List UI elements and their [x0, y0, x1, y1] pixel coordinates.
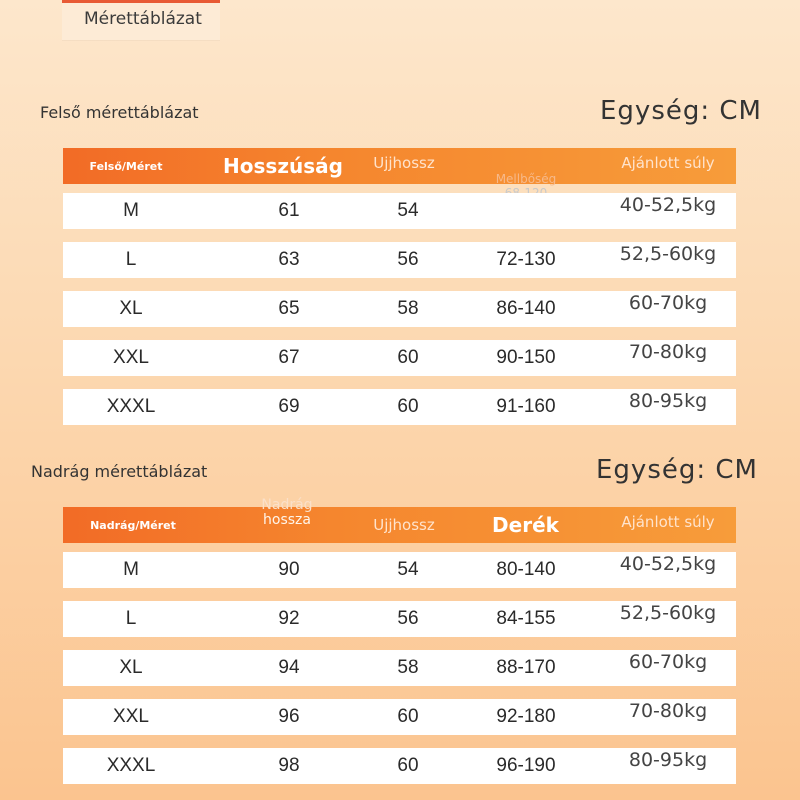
weight-cell: 60-70kg — [628, 292, 708, 314]
bottom-header-waist: Derék — [492, 513, 559, 537]
top-header-size: Felső/Méret — [89, 159, 163, 173]
sleeve-cell: 54 — [397, 200, 419, 221]
weight-cell: 40-52,5kg — [619, 194, 717, 216]
length-cell: 69 — [278, 396, 300, 417]
waist-cell: 84-155 — [496, 608, 556, 629]
sleeve-cell: 56 — [397, 608, 419, 629]
tab-accent-line — [62, 0, 220, 3]
length-cell: 63 — [278, 249, 300, 270]
size-cell: XL — [119, 657, 143, 678]
table-row — [63, 340, 736, 376]
tab-label: Mérettáblázat — [84, 9, 202, 29]
table-row — [63, 291, 736, 327]
table-row — [63, 601, 736, 637]
length-cell: 92 — [278, 608, 300, 629]
size-cell: XXL — [113, 706, 149, 727]
bottom-header-sleeve: Ujjhossz — [373, 516, 435, 534]
weight-cell: 80-95kg — [628, 749, 708, 771]
waist-cell: 92-180 — [496, 706, 556, 727]
bottom-header-length — [237, 497, 337, 528]
bottom-header-length-line1: Nadrág — [261, 497, 313, 513]
bottom-header-size: Nadrág/Méret — [90, 518, 176, 532]
top-unit-label: Egység: CM — [600, 96, 762, 126]
length-cell: 96 — [278, 706, 300, 727]
sleeve-cell: 58 — [397, 298, 419, 319]
table-row — [63, 552, 736, 588]
waist-cell: 88-170 — [496, 657, 556, 678]
sleeve-cell: 58 — [397, 657, 419, 678]
weight-cell: 52,5-60kg — [619, 602, 717, 624]
sleeve-cell: 60 — [397, 755, 419, 776]
table-row — [63, 193, 736, 229]
sleeve-cell: 60 — [397, 347, 419, 368]
weight-cell: 70-80kg — [628, 700, 708, 722]
chest-cell — [476, 193, 576, 229]
top-table-header — [63, 148, 736, 184]
top-section-title: Felső mérettáblázat — [40, 103, 199, 122]
waist-cell: 80-140 — [496, 559, 556, 580]
size-cell: L — [125, 608, 137, 629]
bottom-section-title: Nadrág mérettáblázat — [31, 462, 208, 481]
sleeve-cell: 60 — [397, 396, 419, 417]
weight-cell: 60-70kg — [628, 651, 708, 673]
length-cell: 94 — [278, 657, 300, 678]
top-header-length: Hosszúság — [223, 154, 343, 178]
table-row — [63, 699, 736, 735]
size-chart-tab[interactable] — [62, 0, 220, 40]
chest-cell: 86-140 — [496, 298, 556, 319]
bottom-header-weight: Ajánlott súly — [621, 513, 715, 531]
chest-cell: 91-160 — [496, 396, 556, 417]
sleeve-cell: 60 — [397, 706, 419, 727]
chest-cell: 90-150 — [496, 347, 556, 368]
top-header-weight: Ajánlott súly — [621, 154, 715, 172]
bottom-table-header — [63, 507, 736, 543]
waist-cell: 96-190 — [496, 755, 556, 776]
top-header-chest-label: Mellbőség — [495, 172, 557, 186]
size-cell: L — [125, 249, 137, 270]
size-cell: XXXL — [106, 755, 156, 776]
length-cell: 61 — [278, 200, 300, 221]
length-cell: 67 — [278, 347, 300, 368]
table-row — [63, 748, 736, 784]
length-cell: 90 — [278, 559, 300, 580]
table-row — [63, 242, 736, 278]
length-cell: 65 — [278, 298, 300, 319]
size-cell: M — [123, 200, 139, 221]
sleeve-cell: 54 — [397, 559, 419, 580]
weight-cell: 40-52,5kg — [619, 553, 717, 575]
weight-cell: 80-95kg — [628, 390, 708, 412]
size-cell: XXL — [113, 347, 149, 368]
weight-cell: 52,5-60kg — [619, 243, 717, 265]
top-header-sleeve: Ujjhossz — [373, 154, 435, 172]
bottom-unit-label: Egység: CM — [596, 455, 758, 485]
size-cell: XL — [119, 298, 143, 319]
size-cell: XXXL — [106, 396, 156, 417]
length-cell: 98 — [278, 755, 300, 776]
table-row — [63, 389, 736, 425]
size-cell: M — [123, 559, 139, 580]
chest-cell: 72-130 — [496, 249, 556, 270]
bottom-header-length-line2: hossza — [263, 512, 311, 528]
weight-cell: 70-80kg — [628, 341, 708, 363]
table-row — [63, 650, 736, 686]
sleeve-cell: 56 — [397, 249, 419, 270]
